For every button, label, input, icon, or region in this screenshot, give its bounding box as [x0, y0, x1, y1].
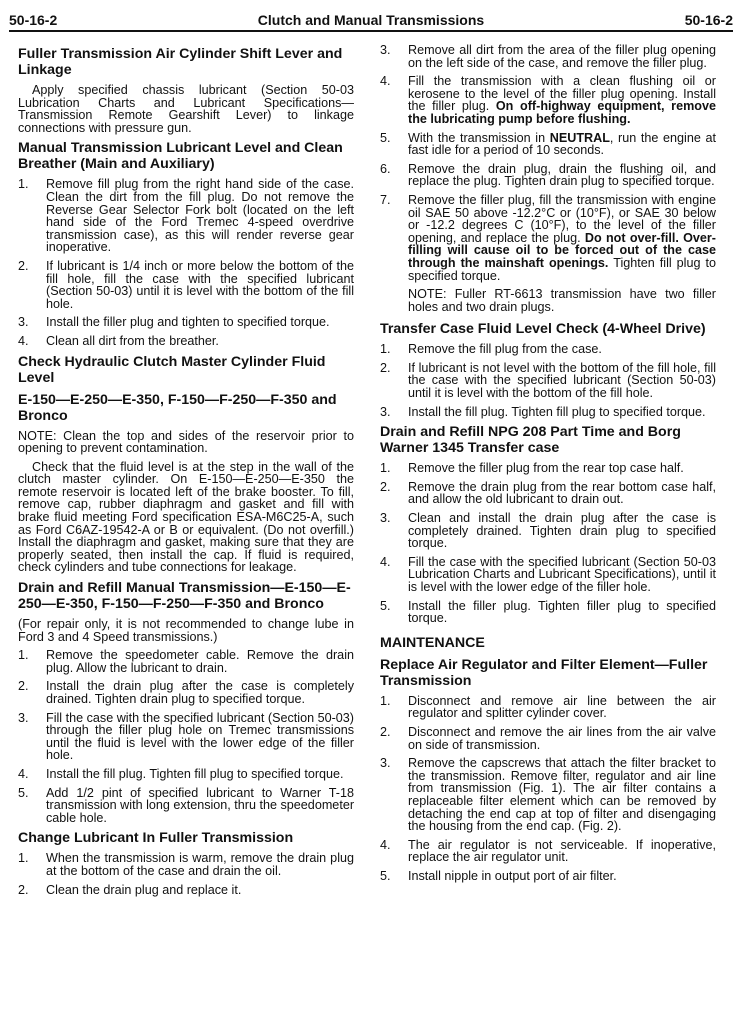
item-number: 2.	[18, 882, 29, 897]
note-text: NOTE: Fuller RT-6613 transmission have two filler holes and two drain plugs.	[408, 287, 716, 314]
item-text: The air regulator is not serviceable. If inoperative, replace the air regulator unit.	[408, 837, 716, 865]
item-text: Remove the speedometer cable. Remove the drain plug. Allow the lubricant to drain.	[46, 648, 354, 675]
numbered-list	[380, 44, 716, 282]
section-heading: Drain and Refill NPG 208 Part Time and Borg Warner 1345 Transfer case	[380, 424, 681, 457]
section-heading: Drain and Refill Manual Transmission—E-150—E-250—E-350, F-150—F-250—F-350 and Bronco	[18, 580, 351, 613]
list-item	[380, 757, 716, 833]
item-text: Install the drain plug after the case is completely drained. Tighten drain plug to specified torque.	[46, 679, 354, 706]
list-item	[380, 194, 716, 282]
item-number: 4.	[380, 837, 391, 852]
item-text-part: With the transmission in	[408, 130, 550, 145]
item-number: 2.	[380, 724, 391, 739]
item-text: Clean all dirt from the breather.	[46, 333, 219, 348]
item-number: 1.	[18, 177, 29, 192]
item-number: 6.	[380, 161, 391, 176]
list-item	[18, 852, 354, 877]
item-text: Remove fill plug from the right hand side of the case. Clean the dirt from the fill plug. Do not remove the Reverse Gear Selector Fork bolt (located on the left hand side of the Ford Tremec 4-speed overdrive transmission case), as this will render reverse gear inoperative.	[46, 177, 354, 255]
item-text: Remove the drain plug from the rear bottom case half, and allow the old lubricant to drain out.	[408, 479, 716, 507]
list-item	[18, 316, 354, 329]
item-number: 5.	[18, 785, 29, 800]
item-text: Clean and install the drain plug after the case is completely drained. Tighten drain plug to specified torque.	[408, 511, 716, 551]
item-number: 2.	[18, 679, 29, 694]
list-item	[380, 600, 716, 625]
item-text: If lubricant is 1/4 inch or more below the bottom of the fill hole, fill the case with the specified lubricant (Section 50-03) until it is level with the bottom of the fill hole.	[46, 258, 354, 311]
header-title: Clutch and Manual Transmissions	[257, 12, 485, 28]
maintenance-heading: MAINTENANCE	[380, 634, 485, 651]
item-text: Install nipple in output port of air filter.	[408, 868, 617, 883]
list-item	[380, 556, 716, 594]
left-column	[18, 46, 354, 902]
item-text: Disconnect and remove the air lines from the air valve on side of transmission.	[408, 724, 716, 752]
numbered-list	[18, 852, 354, 896]
section-heading: Replace Air Regulator and Filter Element—Fuller Transmission	[380, 656, 708, 689]
page-header	[9, 4, 733, 32]
item-text: When the transmission is warm, remove the drain plug at the bottom of the case and drain the oil.	[46, 851, 354, 878]
list-item	[380, 406, 716, 419]
item-text: Fill the case with the specified lubricant (Section 50-03) through the filler plug hole on Tremec transmissions until the fluid is level with the lower edge of the filler hole.	[46, 710, 354, 763]
item-number: 4.	[380, 74, 391, 89]
numbered-list	[380, 695, 716, 883]
list-item	[18, 712, 354, 762]
item-number: 3.	[18, 710, 29, 725]
list-item	[380, 512, 716, 550]
item-text	[408, 194, 716, 282]
item-emphasis-text: NEUTRAL	[549, 130, 610, 145]
list-item	[18, 649, 354, 674]
list-item	[380, 481, 716, 506]
item-text: Remove the filler plug from the rear top case half.	[408, 461, 684, 476]
item-number: 3.	[380, 43, 391, 57]
item-number: 5.	[380, 598, 391, 613]
item-text-part: Remove the filler plug, fill the transmission with engine oil SAE 50 above -12.2°C or (10°F), or SAE 30 below or -12.2 degrees C (10°F), to the level of the filler opening, and replace the plug.	[408, 192, 716, 245]
item-number: 1.	[380, 342, 391, 357]
item-number: 1.	[380, 461, 391, 476]
item-number: 3.	[380, 511, 391, 526]
item-number: 7.	[380, 192, 391, 207]
item-text	[408, 75, 716, 125]
item-warning-text: Do not over-fill. Over-filling will cause oil to be forced out of the case through the mainshaft openings.	[408, 230, 716, 270]
item-text	[408, 132, 716, 157]
item-number: 3.	[18, 315, 29, 330]
item-text: Remove all dirt from the area of the filler plug opening on the left side of the case, and remove the filler plug.	[408, 43, 716, 70]
item-number: 5.	[380, 868, 391, 883]
item-warning-text: On off-highway equipment, remove the lubricating pump before flushing.	[408, 99, 716, 126]
item-number: 4.	[18, 333, 29, 348]
list-item	[380, 132, 716, 157]
list-item	[380, 870, 716, 883]
section-heading: Change Lubricant In Fuller Transmission	[18, 830, 294, 847]
item-number: 2.	[380, 360, 391, 375]
item-number: 4.	[18, 766, 29, 781]
list-item	[380, 726, 716, 751]
item-text-part: , run the engine at fast idle for a period of 10 seconds.	[408, 130, 716, 158]
list-item	[380, 343, 716, 356]
right-column	[380, 44, 716, 889]
item-text: Install the fill plug. Tighten fill plug to specified torque.	[46, 766, 344, 781]
item-text: Remove the fill plug from the case.	[408, 342, 602, 357]
item-text: If lubricant is not level with the bottom of the fill hole, fill the case with the specified lubricant (Section 50-03) until it is level with the bottom of the fill hole.	[408, 360, 716, 401]
item-text-part: Tighten fill plug to specified torque.	[408, 255, 716, 283]
item-text-part: Fill the transmission with a clean flushing oil or kerosene to the level of the filler plug opening. Install the filler plug.	[408, 74, 716, 114]
item-text: Remove the drain plug, drain the flushing oil, and replace the plug. Tighten drain plug to specified torque.	[408, 161, 716, 189]
item-number: 1.	[380, 693, 391, 708]
list-item	[18, 884, 354, 897]
list-item	[380, 44, 716, 69]
item-number: 3.	[380, 404, 391, 419]
item-text: Install the filler plug. Tighten filler plug to specified torque.	[408, 598, 716, 626]
numbered-list	[18, 178, 354, 347]
item-text: Install the fill plug. Tighten fill plug to specified torque.	[408, 404, 706, 419]
item-number: 2.	[380, 479, 391, 494]
list-item	[380, 163, 716, 188]
item-number: 2.	[18, 258, 29, 273]
list-item	[18, 178, 354, 254]
list-item	[380, 75, 716, 125]
section-heading: Manual Transmission Lubricant Level and Clean Breather (Main and Auxiliary)	[18, 140, 343, 173]
list-item	[380, 462, 716, 475]
list-item	[380, 362, 716, 400]
section-heading: Fuller Transmission Air Cylinder Shift Lever and Linkage	[18, 46, 343, 78]
numbered-list	[380, 343, 716, 418]
paragraph: Check that the fluid level is at the step in the wall of the clutch master cylinder. On E-150—E-250—E-350 the remote reservoir is located left of the brake booster. To fill, remove cap, rubber diaphragm and gasket and fill with brake fluid meeting Ford specification ESA-M6C25-A, such as Ford C6AZ-19542-A or B or equivalent. (Do not overfill.) Install the diaphragm and gasket, making sure that they are properly seated, then install the cap. If fluid is required, check cylinders and tube connections for leakage.	[18, 459, 354, 575]
numbered-list	[18, 649, 354, 824]
item-text: Remove the capscrews that attach the filter bracket to the transmission. Remove filter, regulator and air line from transmission (Fig. 1). The air filter contains a replaceable filter element which can be removed by detaching the end cap at top of filter and disengaging the housing from the end cap. (Fig. 2).	[408, 756, 716, 834]
item-number: 1.	[18, 851, 29, 866]
list-item	[380, 839, 716, 864]
section-heading: Check Hydraulic Clutch Master Cylinder Fluid Level	[18, 353, 326, 386]
item-text: Install the filler plug and tighten to specified torque.	[46, 315, 330, 330]
item-number: 3.	[380, 756, 391, 771]
item-text: Add 1/2 pint of specified lubricant to Warner T-18 transmission with long extension, thru the speedometer cable hole.	[46, 785, 355, 825]
paragraph: (For repair only, it is not recommended to change lube in Ford 3 and 4 Speed transmissions.)	[18, 617, 354, 644]
paragraph: Apply specified chassis lubricant (Section 50-03 Lubrication Charts and Lubricant Specifications—Transmission Remote Gearshift Lever) to linkage connections with pressure gun.	[18, 83, 354, 135]
item-text: Disconnect and remove air line between the air regulator and splitter cylinder cover.	[408, 693, 716, 721]
item-text: Clean the drain plug and replace it.	[46, 882, 242, 897]
numbered-list	[380, 462, 716, 625]
item-number: 4.	[380, 554, 391, 569]
item-number: 1.	[18, 648, 29, 663]
note-text: NOTE: Clean the top and sides of the reservoir prior to opening to prevent contamination.	[18, 428, 354, 456]
list-item	[18, 335, 354, 348]
item-number: 5.	[380, 130, 391, 145]
page-number-left: 50-16-2	[9, 12, 58, 28]
list-item	[18, 260, 354, 310]
list-item	[380, 695, 716, 720]
section-heading: Transfer Case Fluid Level Check (4-Wheel Drive)	[380, 321, 706, 338]
list-item	[18, 768, 354, 781]
item-text: Fill the case with the specified lubricant (Section 50-03 Lubrication Charts and Lubricant Specifications), until it is level with the lower edge of the filler hole.	[408, 554, 716, 594]
list-item	[18, 680, 354, 705]
section-subheading: E-150—E-250—E-350, F-150—F-250—F-350 and Bronco	[18, 391, 337, 424]
list-item	[18, 787, 354, 825]
page-number-right: 50-16-2	[684, 12, 733, 28]
